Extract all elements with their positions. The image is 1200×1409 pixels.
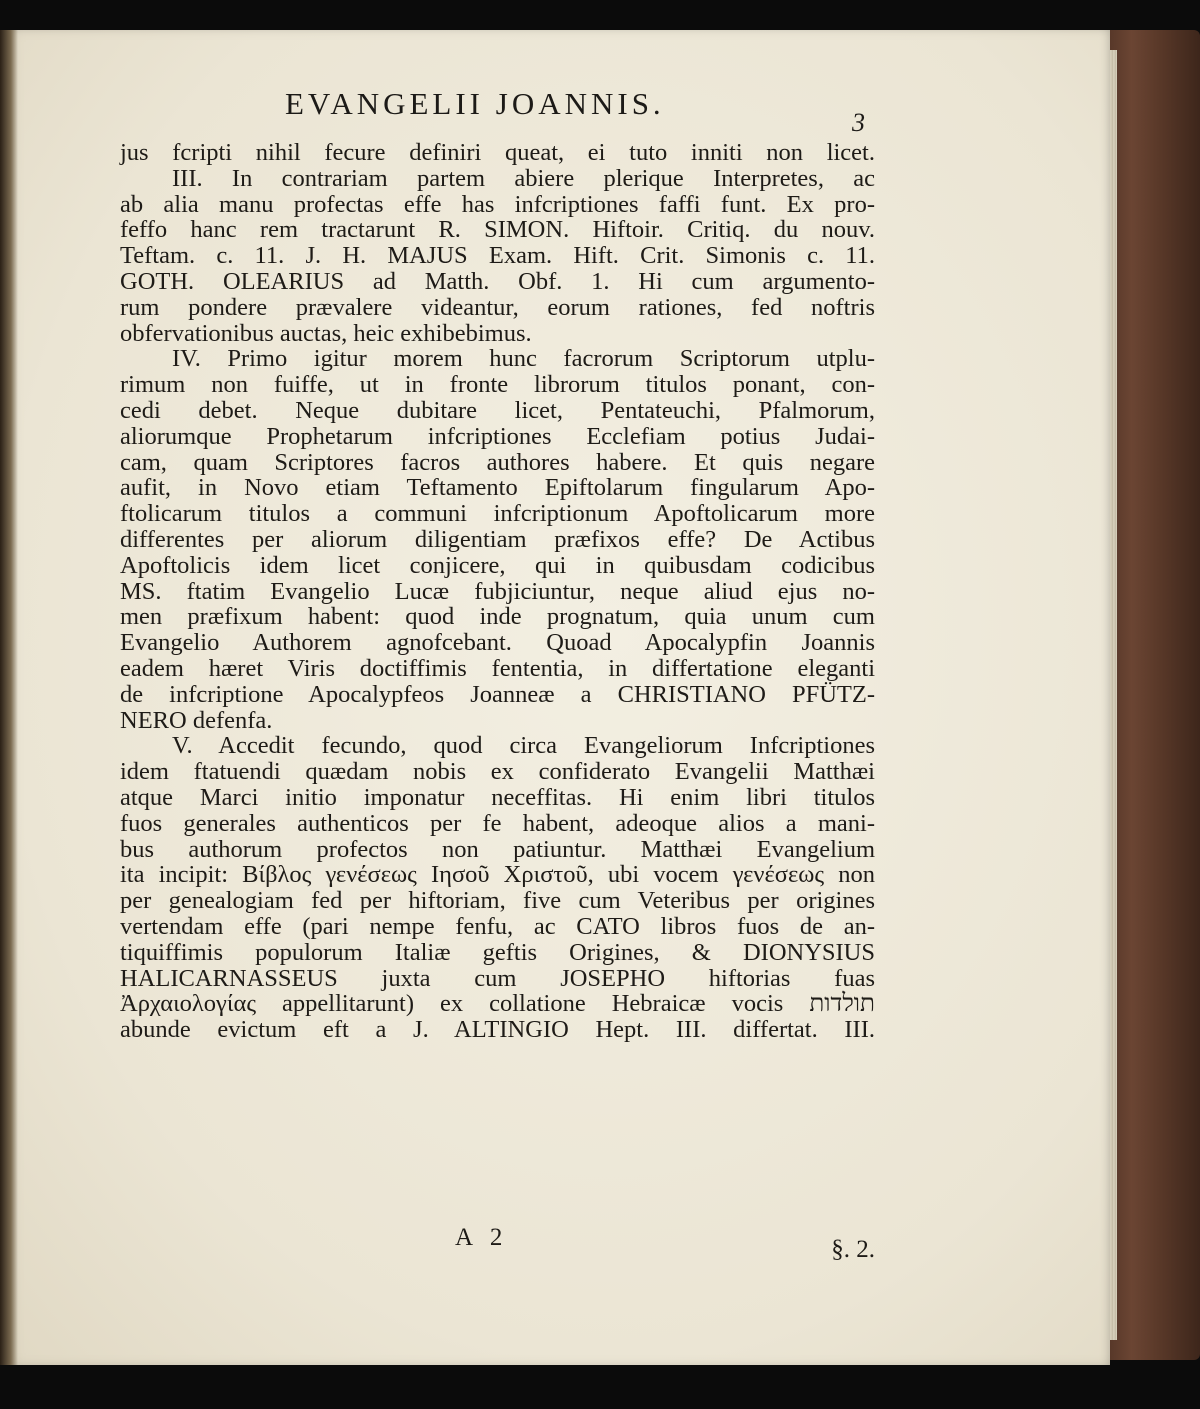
text-line: eadem hæret Viris doctiffimis fententia, in differtatione eleganti: [120, 654, 875, 682]
text-line: ftolicarum titulos a communi infcriptionum Apoftolicarum more: [120, 500, 875, 528]
body-text: [120, 140, 875, 1043]
text-line: Apoftolicis idem licet conjicere, qui in quibusdam codicibus: [120, 551, 875, 579]
text-line: NERO defenfa.: [120, 706, 273, 734]
text-line: Evangelio Authorem agnofcebant. Quoad Apocalypfin Joannis: [120, 629, 875, 657]
text-line: III. In contrariam partem abiere plerique Interpretes, ac: [172, 164, 875, 192]
text-line: atque Marci initio imponatur neceffitas. Hi enim libri titulos: [120, 783, 875, 811]
text-line: aliorumque Prophetarum infcriptiones Ecclefiam potius Judai-: [120, 422, 875, 450]
running-head: EVANGELII JOANNIS.: [285, 86, 665, 121]
signature-mark: A 2: [455, 1224, 509, 1251]
text-line: abunde evictum eft a J. ALTINGIO Hept. III. differtat. III.: [120, 1016, 875, 1044]
text-line: tiquiffimis populorum Italiæ geftis Origines, & DIONYSIUS: [120, 938, 875, 966]
text-line: HALICARNASSEUS juxta cum JOSEPHO hiftorias fuas: [120, 964, 875, 992]
text-line: MS. ftatim Evangelio Lucæ fubjiciuntur, neque aliud ejus no-: [120, 577, 875, 605]
text-line: per genealogiam fed per hiftoriam, five cum Veteribus per origines: [120, 887, 875, 915]
text-line: aufit, in Novo etiam Teftamento Epiftolarum fingularum Apo-: [120, 474, 875, 502]
text-line: rimum non fuiffe, ut in fronte librorum titulos ponant, con-: [120, 371, 875, 399]
text-line: obfervationibus auctas, heic exhibebimus.: [120, 319, 532, 347]
text-line: fuos generales authenticos per fe habent, adeoque alios a mani-: [120, 809, 875, 837]
text-line: bus authorum profectos non patiuntur. Matthæi Evangelium: [120, 835, 875, 863]
book-edge: [1095, 30, 1200, 1360]
text-line: vertendam effe (pari nempe fenfu, ac CATO libros fuos de an-: [120, 912, 875, 940]
text-line: de infcriptione Apocalypfeos Joanneæ a CHRISTIANO PFÜTZ-: [120, 680, 875, 708]
page-number: 3: [852, 108, 865, 137]
text-line: idem ftatuendi quædam nobis ex confiderato Evangelii Matthæi: [120, 758, 875, 786]
text-line: ita incipit: Βίβλος γενέσεως Ιησοῦ Χριστοῦ, ubi vocem γενέσεως non: [120, 861, 875, 889]
text-line: men præfixum habent: quod inde prognatum, quia unum cum: [120, 603, 875, 631]
text-line: IV. Primo igitur morem hunc facrorum Scriptorum utplu-: [172, 345, 875, 373]
text-line: V. Accedit fecundo, quod circa Evangeliorum Infcriptiones: [172, 732, 875, 760]
text-line: Ἀρχαιολογίας appellitarunt) ex collatione Hebraicæ vocis תולדות: [120, 990, 875, 1018]
text-line: differentes per aliorum diligentiam præfixos effe? De Actibus: [120, 525, 875, 553]
catchword: §. 2.: [831, 1236, 875, 1263]
text-line: cam, quam Scriptores facros authores habere. Et quis negare: [120, 448, 875, 476]
text-line: jus fcripti nihil fecure definiri queat, ei tuto inniti non licet.: [120, 139, 875, 166]
text-line: feffo hanc rem tractarunt R. SIMON. Hiftoir. Critiq. du nouv.: [120, 216, 875, 244]
text-line: ab alia manu profectas effe has infcriptiones faffi funt. Ex pro-: [120, 190, 875, 218]
page-gutter: [0, 30, 18, 1365]
text-line: cedi debet. Neque dubitare licet, Pentateuchi, Pfalmorum,: [120, 396, 875, 424]
text-line: Teftam. c. 11. J. H. MAJUS Exam. Hift. Crit. Simonis c. 11.: [120, 242, 875, 270]
text-line: rum pondere prævalere videantur, eorum rationes, fed noftris: [120, 293, 875, 321]
text-line: GOTH. OLEARIUS ad Matth. Obf. 1. Hi cum argumento-: [120, 267, 875, 295]
